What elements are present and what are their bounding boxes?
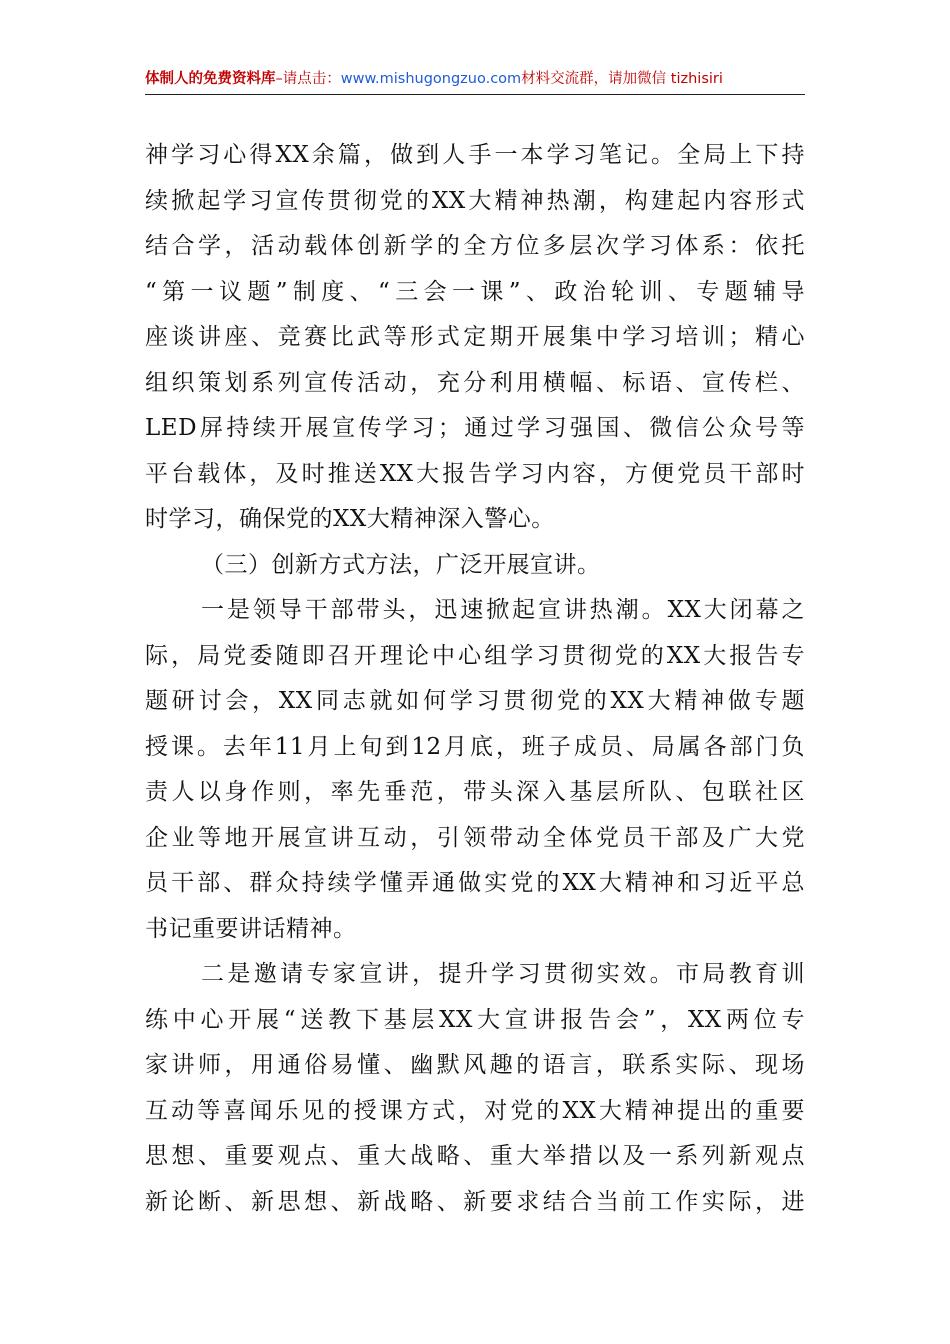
text-line: 授课。去年11月上旬到12月底，班子成员、局属各部门负 (145, 733, 805, 760)
text-line: 练中心开展“送教下基层XX大宣讲报告会”，XX两位专 (145, 1006, 805, 1033)
paragraph-expert-lectures (145, 952, 805, 1225)
text-line: 题研讨会，XX同志就如何学习贯彻党的XX大精神做专题 (145, 688, 805, 714)
document-body (145, 133, 805, 1225)
paragraph-leader-led-lectures (145, 588, 805, 952)
text-line: 续掀起学习宣传贯彻党的XX大精神热潮，构建起内容形式 (145, 187, 805, 214)
header-contact-note: 材料交流群，请加微信 tizhisiri (521, 71, 723, 87)
heading-line: （三）创新方式方法，广泛开展宣讲。 (201, 551, 601, 578)
header-site-name: 体制人的免费资料库 (145, 71, 276, 87)
text-line: 互动等喜闻乐见的授课方式，对党的XX大精神提出的重要 (145, 1097, 805, 1124)
text-line: 书记重要讲话精神。 (145, 915, 357, 942)
text-line: 组织策划系列宣传活动，充分利用横幅、标语、宣传栏、 (145, 369, 805, 396)
text-line: 座谈讲座、竞赛比武等形式定期开展集中学习培训；精心 (145, 324, 805, 350)
text-line: 责人以身作则，率先垂范，带头深入基层所队、包联社区 (145, 779, 805, 805)
text-line: 思想、重要观点、重大战略、重大举措以及一系列新观点 (145, 1143, 805, 1169)
text-line: 企业等地开展宣讲互动，引领带动全体党员干部及广大党 (145, 824, 805, 851)
text-line: 员干部、群众持续学懂弄通做实党的XX大精神和习近平总 (145, 870, 805, 896)
text-line: 神学习心得XX余篇，做到人手一本学习笔记。全局上下持 (145, 142, 805, 168)
text-line: 际，局党委随即召开理论中心组学习贯彻党的XX大报告专 (145, 642, 805, 669)
text-line: 结合学，活动载体创新学的全方位多层次学习体系：依托 (145, 233, 805, 259)
text-line: 一是领导干部带头，迅速掀起宣讲热潮。XX大闭幕之 (201, 597, 805, 623)
text-line: “第一议题”制度、“三会一课”、政治轮训、专题辅导 (145, 278, 805, 305)
text-line: LED屏持续开展宣传学习；通过学习强国、微信公众号等 (145, 415, 805, 441)
paragraph-continuation (145, 133, 805, 543)
text-line: 平台载体，及时推送XX大报告学习内容，方便党员干部时 (145, 460, 805, 487)
text-line: 家讲师，用通俗易懂、幽默风趣的语言，联系实际、现场 (145, 1052, 805, 1078)
header-prompt: –请点击： (275, 71, 341, 87)
text-line: 新论断、新思想、新战略、新要求结合当前工作实际，进 (145, 1188, 805, 1215)
header-url-link[interactable]: www.mishugongzuo.com (340, 71, 522, 87)
text-line: 时学习，确保党的XX大精神深入警心。 (145, 506, 555, 532)
text-line: 二是邀请专家宣讲，提升学习贯彻实效。市局教育训 (201, 961, 805, 987)
page-header (145, 66, 805, 95)
section-heading (145, 543, 805, 589)
